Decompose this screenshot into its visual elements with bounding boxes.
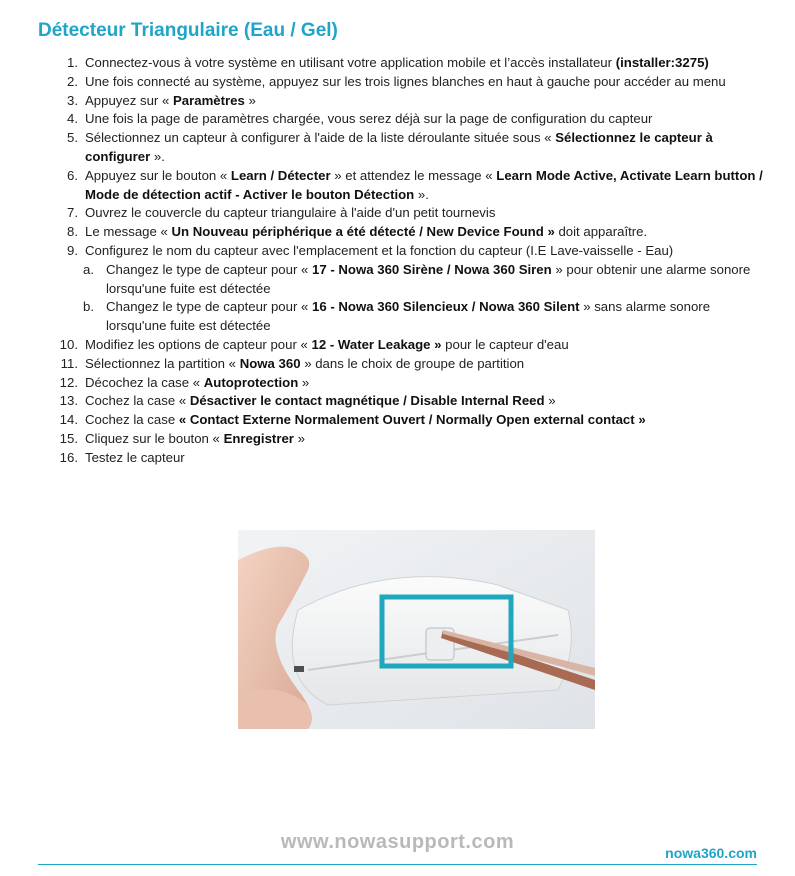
step-text <box>85 224 647 239</box>
text-run: doit apparaître. <box>554 224 648 240</box>
step-text <box>85 375 309 390</box>
sub-list-item <box>58 261 763 299</box>
step-number: 16. <box>59 449 78 465</box>
text-run: Changez le type de capteur pour « <box>106 299 313 315</box>
step-text <box>85 130 713 164</box>
list-item <box>58 336 763 355</box>
list-item <box>58 430 763 449</box>
sub-step-text <box>106 262 750 296</box>
step-text <box>85 450 185 465</box>
text-run: Cochez la case « <box>85 393 190 409</box>
sub-list <box>58 261 763 336</box>
footer-brand: nowa360.com <box>665 845 757 861</box>
step-text <box>85 93 256 108</box>
list-item <box>58 242 763 261</box>
step-text <box>85 205 495 220</box>
text-run: » sans alarme sonore lorsqu'une fuite est détectée <box>106 299 711 334</box>
step-number: 10. <box>59 336 78 352</box>
text-run: Une fois connecté au système, appuyez sur les trois lignes blanches en haut à gauche pour accéder au menu <box>85 73 726 89</box>
bold-text: Nowa 360 <box>239 355 301 371</box>
list-item <box>58 223 763 242</box>
bold-text: Enregistrer <box>223 430 294 446</box>
step-number: 6. <box>67 167 78 183</box>
sub-step-letter: a. <box>83 261 94 277</box>
step-number: 1. <box>67 55 78 70</box>
text-run: Une fois la page de paramètres chargée, vous serez déjà sur la page de configuration du capteur <box>85 111 653 127</box>
sub-step-text <box>106 299 710 333</box>
text-run: pour le capteur d'eau <box>441 336 569 352</box>
page-title: Détecteur Triangulaire (Eau / Gel) <box>38 20 338 41</box>
bold-text: « Contact Externe Normalement Ouvert / Normally Open external contact » <box>178 412 646 428</box>
text-run: Changez le type de capteur pour « <box>106 261 313 277</box>
step-number: 14. <box>59 412 78 428</box>
list-item <box>58 167 763 205</box>
text-run: Sélectionnez la partition « <box>85 355 240 371</box>
text-run: Cochez la case <box>85 412 179 428</box>
list-item <box>58 392 763 411</box>
step-number: 2. <box>67 73 78 89</box>
step-text <box>85 243 673 258</box>
text-run: Décochez la case « <box>85 374 204 390</box>
text-run: Testez le capteur <box>85 449 185 465</box>
list-item <box>58 92 763 111</box>
bold-text: Autoprotection <box>203 374 299 390</box>
text-run: » pour obtenir une alarme sonore lorsqu'une fuite est détectée <box>106 261 751 296</box>
step-text <box>85 393 556 408</box>
text-run: Le message « <box>85 224 172 240</box>
bold-text: Désactiver le contact magnétique / Disable Internal Reed <box>189 393 545 409</box>
step-number: 9. <box>67 242 78 258</box>
list-item <box>58 204 763 223</box>
bold-text: Sélectionnez le capteur à configurer <box>85 130 713 164</box>
step-text <box>85 168 763 202</box>
instruction-list <box>58 54 763 468</box>
step-text <box>85 431 305 446</box>
step-text <box>85 74 726 89</box>
bold-text: Learn Mode Active, Activate Learn button / Mode de détection actif - Activer le bouton Détection <box>85 167 763 202</box>
text-run: » <box>544 393 556 409</box>
sub-list-item <box>58 298 763 336</box>
step-number: 15. <box>59 430 78 446</box>
sensor-photo-illustration <box>238 530 595 729</box>
list-item <box>58 411 763 430</box>
text-run: » <box>293 430 305 446</box>
sensor-photo <box>238 530 595 729</box>
step-number: 4. <box>67 111 78 127</box>
list-item <box>58 449 763 468</box>
step-text <box>85 55 709 70</box>
step-number: 8. <box>67 224 78 240</box>
bold-text: 12 - Water Leakage » <box>311 336 442 352</box>
step-number: 13. <box>59 393 78 409</box>
text-run: Cliquez sur le bouton « <box>85 430 224 446</box>
list-item <box>58 73 763 92</box>
list-item <box>58 54 763 73</box>
step-number: 11. <box>60 355 78 371</box>
bold-text: 16 - Nowa 360 Silencieux / Nowa 360 Silent <box>312 299 580 315</box>
text-run: ». <box>150 148 165 164</box>
bold-text: Paramètres <box>172 92 245 108</box>
step-text <box>85 412 646 427</box>
text-run: Ouvrez le couvercle du capteur triangulaire à l'aide d'un petit tournevis <box>85 205 496 221</box>
list-item <box>58 355 763 374</box>
step-number: 3. <box>67 92 78 108</box>
sub-step-letter: b. <box>83 299 94 315</box>
text-run: Connectez-vous à votre système en utilisant votre application mobile et l’accès installateur <box>85 55 616 70</box>
step-text <box>85 337 569 352</box>
text-run: Appuyez sur « <box>85 92 173 108</box>
bold-text: Un Nouveau périphérique a été détecté / New Device Found » <box>171 224 555 240</box>
text-run: Configurez le nom du capteur avec l'emplacement et la fonction du capteur (I.E Lave-vaisselle - Eau) <box>85 242 674 258</box>
text-run: ». <box>414 186 429 202</box>
step-text <box>85 111 652 126</box>
text-run: Appuyez sur le bouton « <box>85 167 231 183</box>
text-run: » et attendez le message « <box>330 167 497 183</box>
step-number: 12. <box>59 374 78 390</box>
text-run: » dans le choix de groupe de partition <box>300 355 525 371</box>
text-run: » <box>244 92 256 108</box>
step-number: 5. <box>67 130 78 146</box>
text-run: » <box>298 374 310 390</box>
list-item <box>58 374 763 393</box>
bold-text: (installer:3275) <box>615 55 709 70</box>
footer-divider <box>38 864 757 865</box>
text-run: Sélectionnez un capteur à configurer à l'aide de la liste déroulante située sous « <box>85 130 556 146</box>
list-item <box>58 129 763 167</box>
bold-text: Learn / Détecter <box>230 167 331 183</box>
bold-text: 17 - Nowa 360 Sirène / Nowa 360 Siren <box>312 261 552 277</box>
text-run: Modifiez les options de capteur pour « <box>85 336 312 352</box>
list-item <box>58 110 763 129</box>
step-number: 7. <box>67 205 78 221</box>
footer-website: www.nowasupport.com <box>280 831 515 853</box>
step-text <box>85 356 524 371</box>
